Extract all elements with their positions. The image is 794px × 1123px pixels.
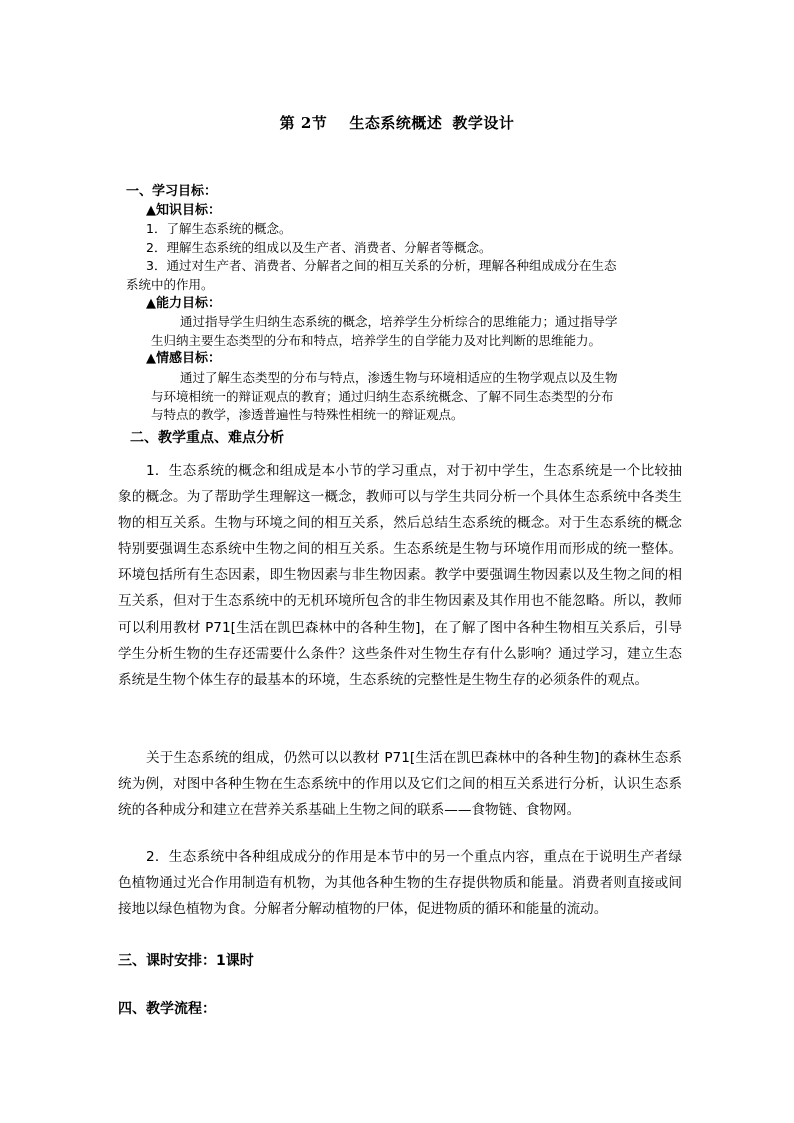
key-points-paragraph-1 <box>118 458 682 693</box>
key-points-paragraph-3 <box>118 844 682 922</box>
knowledge-objectives-heading: ▲知识目标： <box>146 202 221 218</box>
knowledge-item: 2．理解生态系统的组成以及生产者、消费者、分解者等概念。 <box>146 239 492 255</box>
emotion-objectives-heading: ▲情感目标： <box>146 351 221 367</box>
title-topic: 生态系统概述 <box>349 114 443 132</box>
ability-line: 通过指导学生归纳生态系统的概念，培养学生分析综合的思维能力；通过指导学 <box>180 314 618 330</box>
emotion-line: 与特点的教学，渗透普遍性与特殊性相统一的辩证观点。 <box>151 407 464 423</box>
section-heading-objectives: 一、学习目标： <box>126 184 218 199</box>
ability-line: 生归纳主要生态类型的分布和特点，培养学生的自学能力及对比判断的思维能力。 <box>151 332 602 348</box>
emotion-line: 与环境相统一的辩证观点的教育；通过归纳生态系统概念、了解不同生态类型的分布 <box>151 388 614 404</box>
document-title <box>0 112 794 133</box>
title-kind: 教学设计 <box>452 114 515 132</box>
section-heading-key-points: 二、教学重点、难点分析 <box>130 430 284 446</box>
ability-objectives-heading: ▲能力目标： <box>146 295 221 311</box>
section-heading-schedule: 三、课时安排：1课时 <box>118 953 254 969</box>
emotion-line: 通过了解生态类型的分布与特点，渗透生物与环境相适应的生物学观点以及生物 <box>180 369 618 385</box>
knowledge-item: 1．了解生态系统的概念。 <box>146 221 292 237</box>
knowledge-item: 3．通过对生产者、消费者、分解者之间的相互关系的分析，理解各种组成成分在生态 <box>146 258 617 274</box>
knowledge-item-continued: 系统中的作用。 <box>126 276 214 292</box>
title-section-number: 第 2节 <box>279 114 328 132</box>
learning-objectives <box>118 183 688 425</box>
paragraph: 1．生态系统的概念和组成是本小节的学习重点，对于初中学生，生态系统是一个比较抽象的概念。为了帮助学生理解这一概念，教师可以与学生共同分析一个具体生态系统中各类生物的相互关系。生物与环境之间的相互关系，然后总结生态系统的概念。对于生态系统的概念特别要强调生态系统中生物之间的相互关系。生态系统是生物与环境作用而形成的统一整体。环境包括所有生态因素，即生物因素与非生物因素。教学中要强调生物因素以及生物之间的相互关系，但对于生态系统中的无机环境所包含的非生物因素及其作用也不能忽略。所以，教师可以利用教材 P71[生活在凯巴森林中的各种生物]，在了解了图中各种生物相互关系后，引导学生分析生物的生存还需要什么条件？这些条件对生物生存有什么影响？通过学习，建立生态系统是生物个体生存的最基本的环境，生态系统的完整性是生物生存的必须条件的观点。 <box>118 463 682 688</box>
key-points-paragraph-2 <box>118 745 682 823</box>
section-heading-process: 四、教学流程： <box>118 1001 216 1017</box>
paragraph: 2．生态系统中各种组成成分的作用是本节中的另一个重点内容，重点在于说明生产者绿色植物通过光合作用制造有机物，为其他各种生物的生存提供物质和能量。消费者则直接或间接地以绿色植物为食。分解者分解动植物的尸体，促进物质的循环和能量的流动。 <box>118 849 682 918</box>
paragraph: 关于生态系统的组成，仍然可以以教材 P71[生活在凯巴森林中的各种生物]的森林生态系统为例，对图中各种生物在生态系统中的作用以及它们之间的相互关系进行分析，认识生态系统的各种成分和建立在营养关系基础上生物之间的联系——食物链、食物网。 <box>118 750 682 819</box>
